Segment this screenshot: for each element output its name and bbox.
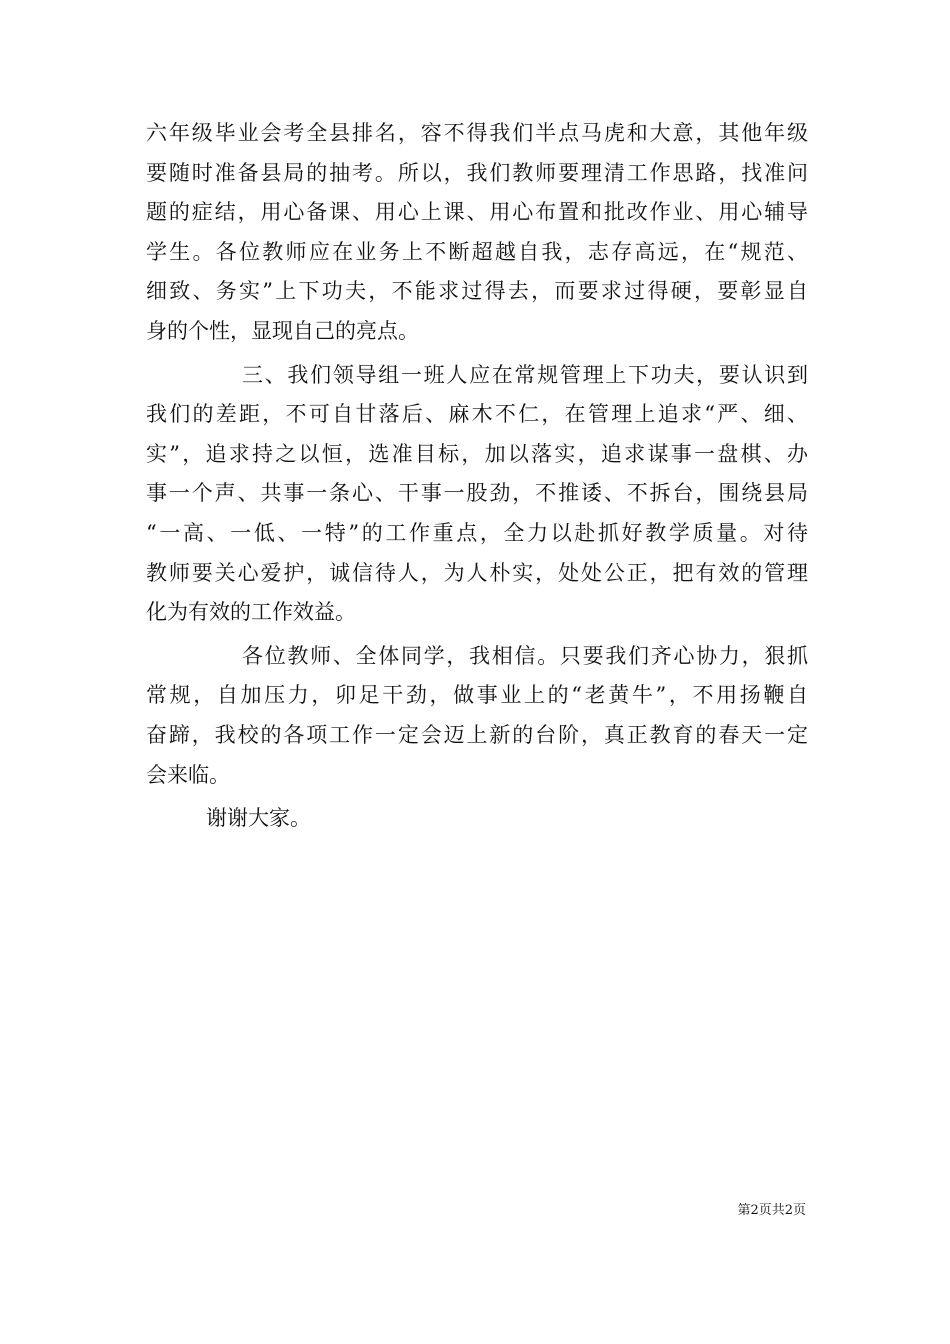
paragraph-line: 教师要关心爱护，诚信待人，为人朴实，处处公正，把有效的管理: [146, 560, 808, 585]
paragraph-2: [146, 356, 808, 633]
paragraph-line: 六年级毕业会考全县排名，容不得我们半点马虎和大意，其他年级: [146, 121, 808, 145]
paragraph-line: 实”，追求持之以恒，选准目标，加以落实，追求谋事一盘棋、办: [146, 441, 808, 466]
closing-line: 谢谢大家。: [206, 806, 311, 831]
paragraph-line: 常规，自加压力，卯足干劲，做事业上的“老黄牛”，不用扬鞭自: [146, 683, 808, 708]
paragraph-line: 会来临。: [146, 762, 230, 787]
paragraph-1: [146, 114, 808, 352]
paragraph-line: 要随时准备县局的抽考。所以，我们教师要理清工作思路，找准问: [146, 160, 808, 185]
paragraph-line: 细致、务实”上下功夫，不能求过得去，而要求过得硬，要彰显自: [146, 279, 808, 304]
paragraph-line: 化为有效的工作效益。: [146, 600, 356, 625]
paragraph-line: 学生。各位教师应在业务上不断超越自我，志存高远，在“规范、: [146, 239, 808, 264]
paragraph-line: 奋蹄，我校的各项工作一定会迈上新的台阶，真正教育的春天一定: [146, 722, 808, 747]
paragraph-line: 我们的差距，不可自甘落后、麻木不仁，在管理上追求“严、细、: [146, 402, 808, 427]
paragraph-3: [146, 637, 808, 795]
paragraph-line: “一高、一低、一特”的工作重点，全力以赴抓好教学质量。对待: [146, 520, 808, 545]
paragraph-line: 身的个性，显现自己的亮点。: [146, 318, 419, 343]
page-number: 第2页共2页: [737, 1203, 806, 1218]
paragraph-line: 题的症结，用心备课、用心上课、用心布置和批改作业、用心辅导: [146, 200, 808, 225]
paragraph-line: 事一个声、共事一条心、干事一股劲，不推诿、不拆台，围绕县局: [146, 481, 808, 506]
document-body: [146, 114, 808, 839]
paragraph-4: [146, 799, 808, 839]
paragraph-line: 各位教师、全体同学，我相信。只要我们齐心协力，狠抓: [242, 643, 808, 668]
paragraph-line: 三、我们领导组一班人应在常规管理上下功夫，要认识到: [242, 362, 808, 387]
